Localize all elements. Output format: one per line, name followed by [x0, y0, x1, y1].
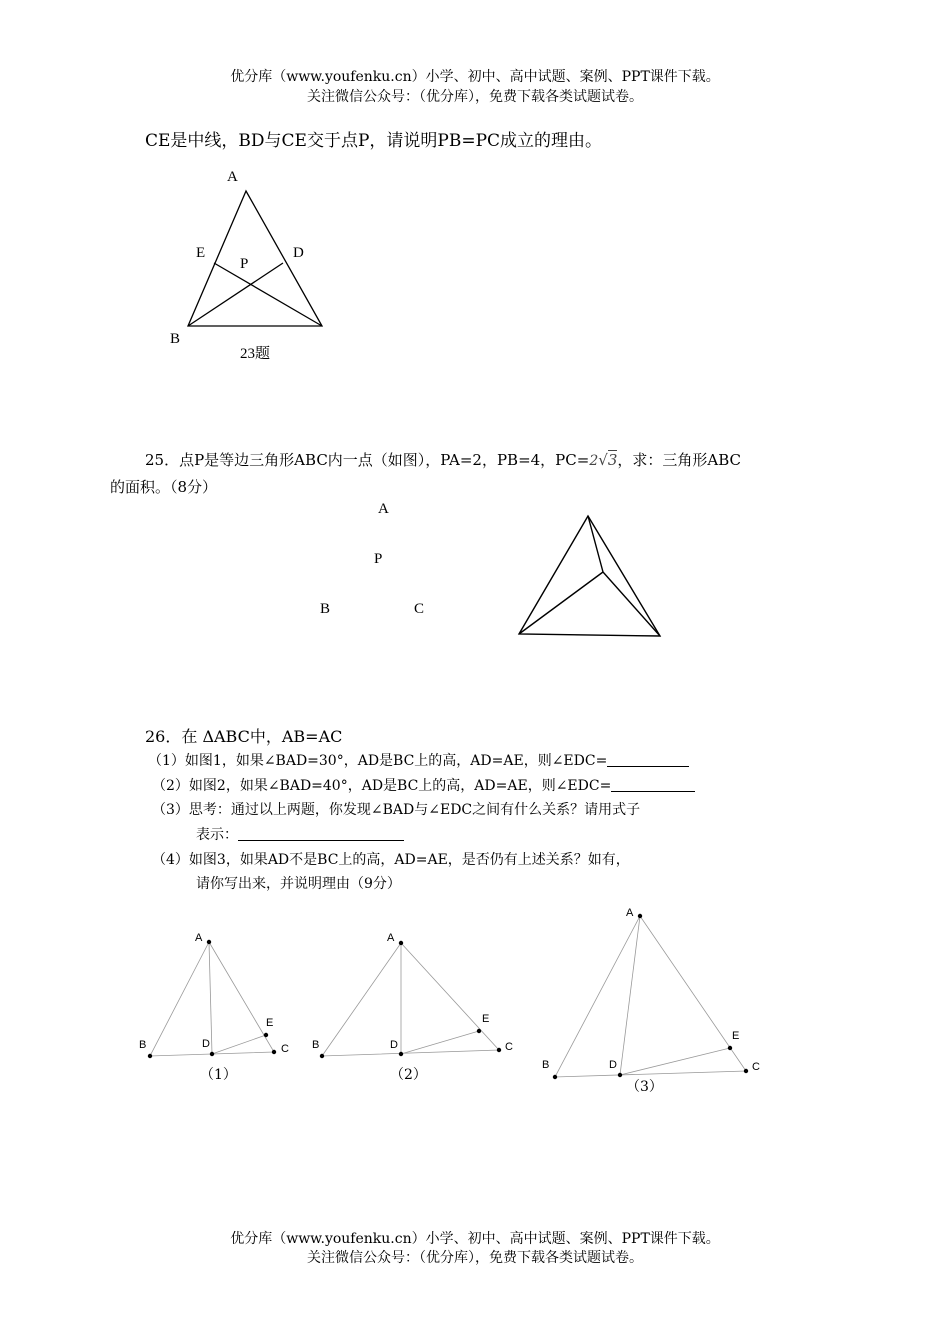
q25-label-p: P: [374, 551, 383, 567]
q25-label-c: C: [414, 601, 425, 617]
q26-part-4: （4）如图3，如果AD不是BC上的高，AD=AE，是否仍有上述关系？如有，: [152, 852, 630, 868]
q26-fig3-label-c: C: [752, 1061, 760, 1073]
q26-fig2-label-e: E: [482, 1013, 490, 1025]
q26-fig1-label-c: C: [281, 1043, 289, 1055]
q26-fig1-label-d: D: [202, 1038, 210, 1050]
header-line-1: 优分库（www.youfenku.cn）小学、初中、高中试题、案例、PPT课件下载。: [230, 69, 720, 85]
q23-label-d: D: [293, 245, 304, 261]
q25-line-2: 的面积。（8分）: [110, 478, 218, 496]
q25-segment-pb: [519, 572, 603, 634]
q26-fig1-label-b: B: [139, 1039, 147, 1051]
q26-fig3-label-b: B: [542, 1059, 550, 1071]
q23-label-b: B: [170, 331, 181, 347]
q23-label-e: E: [196, 245, 206, 261]
q25-radical-coef: 2: [589, 453, 599, 469]
footer-line-2: 关注微信公众号：（优分库），免费下载各类试题试卷。: [307, 1250, 643, 1266]
q26-figure-1: [150, 942, 274, 1056]
q26-part-1-blank: [607, 752, 689, 767]
q26-title: 26．在 ΔABC中，AB=AC: [145, 727, 343, 746]
q26-fig2-label-a: A: [387, 932, 395, 944]
q26-fig1-caption: （1）: [200, 1067, 237, 1083]
q25-label-b: B: [320, 601, 331, 617]
q25-line-1-end: ，求：三角形ABC: [617, 451, 741, 469]
q25-segment-pa: [588, 516, 603, 572]
q23-statement: CE是中线，BD与CE交于点P，请说明PB=PC成立的理由。: [145, 131, 603, 151]
q26-part-1-text: （1）如图1，如果∠BAD=30°，AD是BC上的高，AD=AE，则∠EDC=: [148, 753, 608, 769]
q25-radical-sign: √3: [598, 451, 618, 469]
q26-part-3b-text: 表示：: [196, 827, 238, 843]
q26-fig2-label-c: C: [505, 1041, 513, 1053]
q23-label-a: A: [227, 169, 238, 185]
q26-figure-3: [555, 916, 746, 1077]
q26-fig3-caption: （3）: [626, 1079, 663, 1095]
q26-part-2: [152, 775, 695, 795]
q26-part-2-blank: [611, 777, 695, 792]
q25-label-a: A: [378, 501, 389, 517]
q26-fig3-label-e: E: [732, 1030, 740, 1042]
q25-radical-value: 3: [607, 451, 618, 469]
q26-part-3-blank: [238, 826, 404, 841]
q26-part-3b: [196, 824, 404, 844]
q26-fig3-label-a: A: [626, 907, 634, 919]
q26-fig2-caption: （2）: [390, 1067, 427, 1083]
q26-part-3: （3）思考：通过以上两题，你发现∠BAD与∠EDC之间有什么关系？请用式子: [152, 802, 641, 818]
q23-label-p: P: [240, 256, 249, 272]
q26-fig3-label-d: D: [609, 1059, 617, 1071]
q26-fig2-label-d: D: [390, 1039, 398, 1051]
q26-part-2-text: （2）如图2，如果∠BAD=40°，AD是BC上的高，AD=AE，则∠EDC=: [152, 778, 612, 794]
q25-line-1: [145, 449, 741, 470]
q26-part-4b: 请你写出来，并说明理由（9分）: [196, 876, 401, 892]
q26-fig1-label-e: E: [266, 1017, 274, 1029]
q23-caption: 23题: [240, 346, 271, 362]
q26-fig1-label-a: A: [195, 932, 203, 944]
footer-line-1: 优分库（www.youfenku.cn）小学、初中、高中试题、案例、PPT课件下载。: [230, 1231, 720, 1247]
header-line-2: 关注微信公众号：（优分库），免费下载各类试题试卷。: [307, 89, 643, 105]
q26-fig2-label-b: B: [312, 1039, 320, 1051]
q25-figure: [519, 516, 660, 636]
q25-segment-pc: [603, 572, 660, 636]
q25-line-1-text: 25．点P是等边三角形ABC内一点（如图），PA=2，PB=4，PC=: [145, 451, 590, 469]
q26-figure-2: [322, 943, 499, 1056]
q26-part-1: [148, 750, 689, 770]
